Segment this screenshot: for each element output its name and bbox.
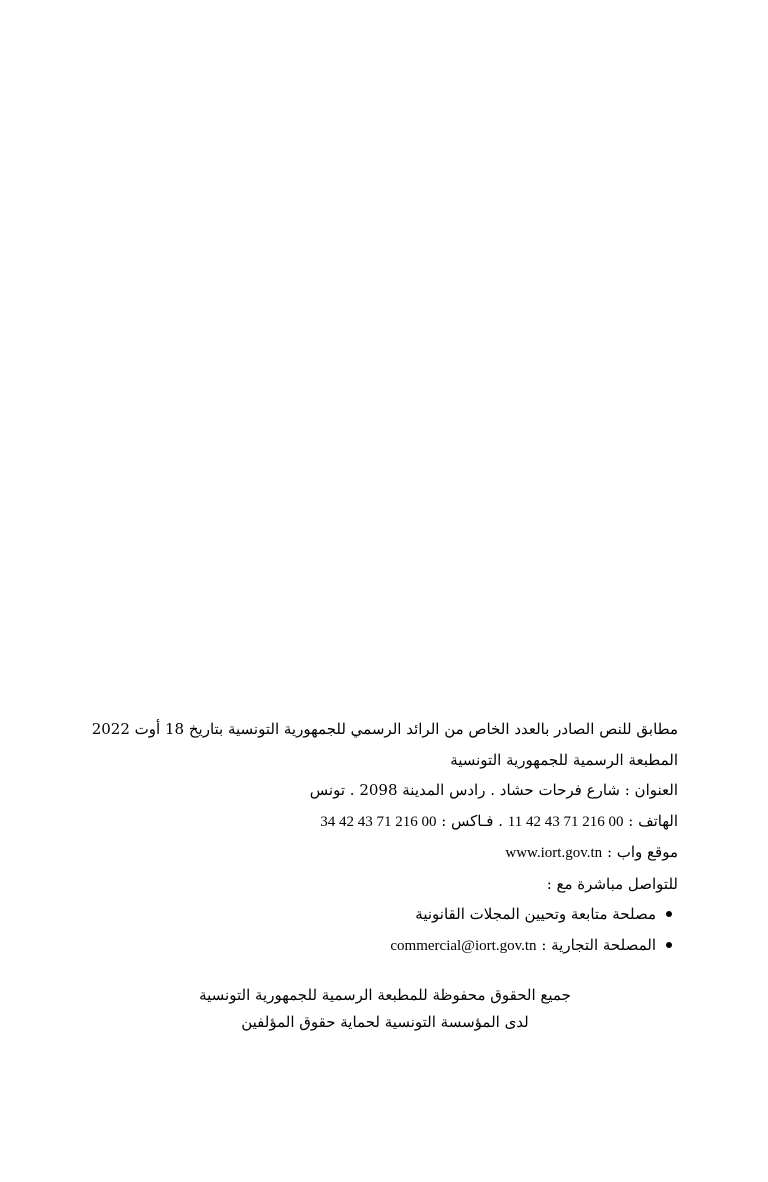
address-line	[78, 775, 678, 806]
phone-number: 11 42 43 71 216 00	[507, 813, 624, 830]
copyright-line-2: لدى المؤسسة التونسية لحماية حقوق المؤلفين	[241, 1013, 529, 1031]
copyright-line-1: جميع الحقوق محفوظة للمطبعة الرسمية للجمهورية التونسية	[199, 986, 571, 1004]
fax-label: . فـاكس :	[441, 811, 503, 830]
conformity-statement: مطابق للنص الصادر بالعدد الخاص من الرائد الرسمي للجمهورية التونسية بتاريخ 18 أوت 2022	[91, 720, 678, 738]
website-label: موقع واب :	[606, 843, 678, 861]
website-line	[78, 837, 678, 869]
address-value: شارع فرحات حشاد . رادس المدينة 2098 . تونس	[309, 781, 620, 799]
fax-number: 34 42 43 71 216 00	[320, 813, 437, 830]
bullet-icon	[666, 942, 672, 948]
address-label: العنوان :	[624, 781, 678, 799]
phone-label: الهاتف :	[628, 811, 678, 830]
phone-fax-line	[78, 806, 678, 838]
contact-list	[78, 899, 678, 961]
bullet-label: المصلحة التجارية :	[541, 935, 656, 954]
list-item-legal-codes-service	[78, 899, 656, 930]
copyright-notice	[185, 982, 585, 1036]
bullet-icon	[666, 911, 672, 917]
bullet-label: مصلحة متابعة وتحيين المجلات القانونية	[415, 905, 656, 923]
colophon-block	[78, 714, 678, 961]
website-link[interactable]: www.iort.gov.tn	[505, 845, 603, 861]
publisher-name: المطبعة الرسمية للجمهورية التونسية	[450, 750, 678, 769]
commercial-email-link[interactable]: commercial@iort.gov.tn	[390, 937, 537, 954]
contact-intro: للتواصل مباشرة مع :	[546, 874, 678, 893]
list-item-commercial-service	[78, 930, 656, 962]
